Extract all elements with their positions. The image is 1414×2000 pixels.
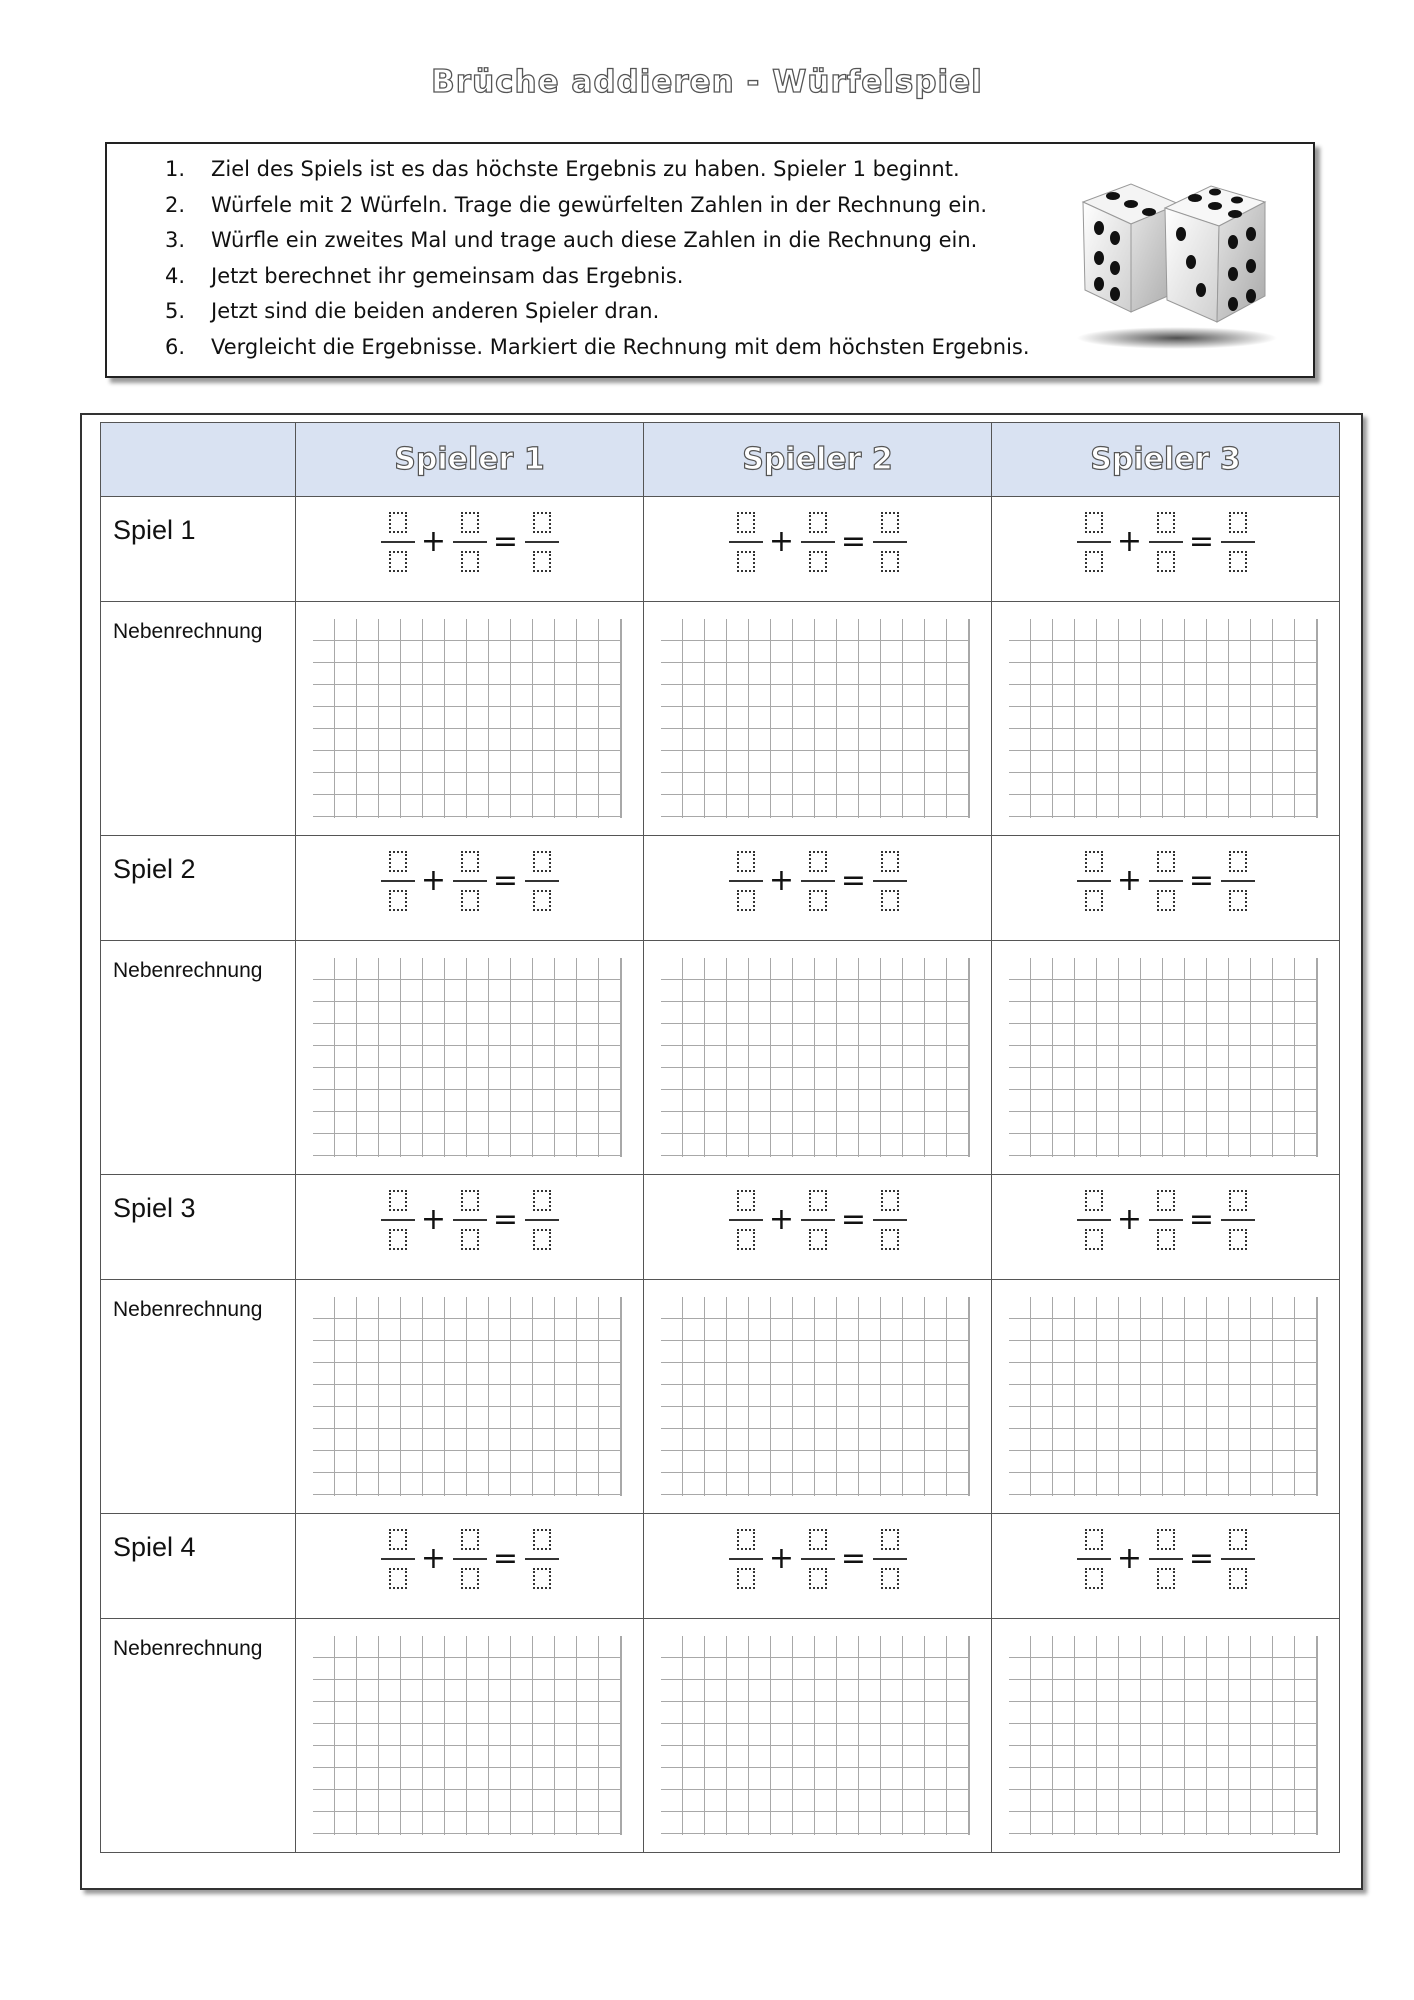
denominator-box[interactable] (1157, 890, 1175, 911)
side-calc-cell (992, 602, 1340, 836)
denominator-box[interactable] (389, 1229, 407, 1250)
fraction-bar (381, 1558, 415, 1560)
numerator-box[interactable] (881, 1529, 899, 1550)
denominator-box[interactable] (1085, 551, 1103, 572)
plus-sign: + (1116, 524, 1143, 559)
side-calc-cell (644, 1619, 992, 1853)
fraction (453, 1190, 487, 1250)
fraction-equation (644, 1190, 991, 1250)
fraction-equation (992, 512, 1339, 572)
fraction-equation (992, 1190, 1339, 1250)
fraction-bar (1221, 880, 1255, 882)
game-label-cell (101, 1175, 296, 1280)
fraction (1077, 851, 1111, 911)
fraction-bar (453, 1558, 487, 1560)
grid-paper[interactable] (1009, 958, 1318, 1157)
fraction-bar (873, 880, 907, 882)
denominator-box[interactable] (461, 890, 479, 911)
page-title: Brüche addieren - Würfelspiel (431, 64, 983, 100)
denominator-box[interactable] (737, 890, 755, 911)
fraction (873, 1190, 907, 1250)
fraction (729, 1529, 763, 1589)
fraction (1077, 1190, 1111, 1250)
fraction (1149, 1190, 1183, 1250)
numerator-box[interactable] (737, 851, 755, 872)
fraction (1077, 1529, 1111, 1589)
plus-sign: + (1116, 1541, 1143, 1576)
equals-sign: = (840, 863, 867, 898)
denominator-box[interactable] (461, 551, 479, 572)
fraction (525, 851, 559, 911)
instruction-item: 3. Würfle ein zweites Mal und trage auch diese Zahlen in die Rechnung ein. (165, 228, 978, 252)
fraction (1221, 512, 1255, 572)
equals-sign: = (492, 524, 519, 559)
denominator-box[interactable] (461, 1568, 479, 1589)
numerator-box[interactable] (1229, 851, 1247, 872)
fraction (1077, 512, 1111, 572)
fraction-bar (801, 541, 835, 543)
player-header: Spieler 3 (992, 423, 1340, 497)
fraction-equation (644, 512, 991, 572)
side-calc-row (101, 602, 1340, 836)
fraction (381, 1190, 415, 1250)
grid-paper[interactable] (1009, 619, 1318, 818)
plus-sign: + (768, 1202, 795, 1237)
equals-sign: = (840, 1541, 867, 1576)
fraction (873, 1529, 907, 1589)
header-row (101, 423, 1340, 497)
game-label-cell (101, 497, 296, 602)
plus-sign: + (768, 524, 795, 559)
fraction (1149, 512, 1183, 572)
fraction-bar (729, 880, 763, 882)
denominator-box[interactable] (1157, 551, 1175, 572)
numerator-box[interactable] (1229, 1529, 1247, 1550)
equation-cell (296, 1175, 644, 1280)
game-row (101, 836, 1340, 941)
header-corner (101, 423, 296, 497)
fraction-equation (296, 1529, 643, 1589)
fraction-bar (525, 541, 559, 543)
denominator-box[interactable] (1229, 1229, 1247, 1250)
side-calc-cell (644, 1280, 992, 1514)
fraction (729, 851, 763, 911)
fraction-bar (525, 1219, 559, 1221)
side-calc-row (101, 941, 1340, 1175)
numerator-box[interactable] (1085, 1190, 1103, 1211)
fraction (801, 1190, 835, 1250)
plus-sign: + (420, 1541, 447, 1576)
denominator-box[interactable] (881, 551, 899, 572)
fraction-bar (1149, 1219, 1183, 1221)
fraction (1149, 851, 1183, 911)
fraction (453, 1529, 487, 1589)
fraction-bar (1221, 541, 1255, 543)
numerator-box[interactable] (389, 851, 407, 872)
denominator-box[interactable] (1229, 890, 1247, 911)
fraction-bar (729, 1219, 763, 1221)
denominator-box[interactable] (533, 1229, 551, 1250)
fraction-equation (992, 851, 1339, 911)
instruction-item: 6. Vergleicht die Ergebnisse. Markiert die Rechnung mit dem höchsten Ergebnis. (165, 334, 1030, 359)
equals-sign: = (1188, 1541, 1215, 1576)
fraction-bar (1149, 541, 1183, 543)
fraction-equation (296, 851, 643, 911)
equation-cell (992, 497, 1340, 602)
numerator-box[interactable] (881, 851, 899, 872)
numerator-box[interactable] (1229, 512, 1247, 533)
game-label: Spiel 2 (113, 854, 196, 884)
fraction-bar (453, 541, 487, 543)
numerator-box[interactable] (461, 512, 479, 533)
grid-paper[interactable] (313, 619, 622, 818)
fraction (1221, 851, 1255, 911)
side-calc-cell (296, 602, 644, 836)
fraction (381, 1529, 415, 1589)
fraction-bar (1149, 1558, 1183, 1560)
denominator-box[interactable] (1157, 1568, 1175, 1589)
grid-paper[interactable] (661, 619, 970, 818)
denominator-box[interactable] (389, 890, 407, 911)
denominator-box[interactable] (809, 1568, 827, 1589)
fraction (1149, 1529, 1183, 1589)
fraction (525, 1529, 559, 1589)
instruction-item: 5. Jetzt sind die beiden anderen Spieler dran. (165, 299, 660, 323)
fraction (801, 512, 835, 572)
instruction-item: 1. Ziel des Spiels ist es das höchste Ergebnis zu haben. Spieler 1 beginnt. (165, 157, 960, 181)
fraction-bar (801, 1558, 835, 1560)
fraction-equation (644, 851, 991, 911)
fraction (525, 1190, 559, 1250)
equation-cell (296, 497, 644, 602)
fraction-bar (1221, 1558, 1255, 1560)
plus-sign: + (420, 524, 447, 559)
side-calc-label: Nebenrechnung (113, 1637, 263, 1660)
numerator-box[interactable] (809, 1190, 827, 1211)
numerator-box[interactable] (533, 1190, 551, 1211)
game-label: Spiel 3 (113, 1193, 196, 1223)
fraction-bar (453, 1219, 487, 1221)
numerator-box[interactable] (533, 1529, 551, 1550)
fraction-bar (1077, 1219, 1111, 1221)
grid-paper[interactable] (1009, 1297, 1318, 1496)
plus-sign: + (420, 863, 447, 898)
denominator-box[interactable] (389, 1568, 407, 1589)
game-label-cell (101, 1514, 296, 1619)
fraction-bar (453, 880, 487, 882)
denominator-box[interactable] (737, 1568, 755, 1589)
side-calc-cell (992, 1280, 1340, 1514)
fraction-bar (381, 1219, 415, 1221)
instructions-list (165, 152, 1030, 365)
instructions-box (105, 142, 1315, 378)
fraction (453, 512, 487, 572)
fraction-bar (801, 880, 835, 882)
numerator-box[interactable] (1157, 512, 1175, 533)
denominator-box[interactable] (1229, 1568, 1247, 1589)
fraction (801, 851, 835, 911)
side-calc-label: Nebenrechnung (113, 620, 263, 643)
equation-cell (296, 836, 644, 941)
numerator-box[interactable] (1157, 1529, 1175, 1550)
numerator-box[interactable] (1157, 851, 1175, 872)
numerator-box[interactable] (533, 512, 551, 533)
numerator-box[interactable] (1229, 1190, 1247, 1211)
fraction-bar (873, 541, 907, 543)
side-calc-cell (296, 1280, 644, 1514)
side-calc-label: Nebenrechnung (113, 959, 263, 982)
equals-sign: = (492, 1202, 519, 1237)
game-row (101, 1514, 1340, 1619)
fraction-equation (296, 1190, 643, 1250)
side-calc-cell (296, 1619, 644, 1853)
game-sheet-table (100, 422, 1340, 1853)
fraction (873, 512, 907, 572)
denominator-box[interactable] (1157, 1229, 1175, 1250)
plus-sign: + (1116, 863, 1143, 898)
denominator-box[interactable] (533, 1568, 551, 1589)
fraction (381, 851, 415, 911)
fraction-bar (525, 880, 559, 882)
equals-sign: = (492, 1541, 519, 1576)
numerator-box[interactable] (461, 851, 479, 872)
fraction-bar (873, 1558, 907, 1560)
player-header: Spieler 1 (296, 423, 644, 497)
equals-sign: = (840, 1202, 867, 1237)
denominator-box[interactable] (1085, 1568, 1103, 1589)
numerator-box[interactable] (1085, 1529, 1103, 1550)
denominator-box[interactable] (1085, 890, 1103, 911)
game-sheet-frame (80, 413, 1363, 1890)
grid-paper[interactable] (1009, 1636, 1318, 1835)
denominator-box[interactable] (1085, 1229, 1103, 1250)
denominator-box[interactable] (533, 551, 551, 572)
fraction (453, 851, 487, 911)
equation-cell (992, 1514, 1340, 1619)
numerator-box[interactable] (881, 1190, 899, 1211)
denominator-box[interactable] (1229, 551, 1247, 572)
fraction-bar (381, 880, 415, 882)
fraction-equation (296, 512, 643, 572)
equals-sign: = (492, 863, 519, 898)
plus-sign: + (1116, 1202, 1143, 1237)
fraction-bar (1077, 1558, 1111, 1560)
side-calc-label-cell (101, 1280, 296, 1514)
game-label: Spiel 4 (113, 1532, 196, 1562)
fraction (801, 1529, 835, 1589)
equals-sign: = (1188, 524, 1215, 559)
numerator-box[interactable] (389, 512, 407, 533)
fraction-equation (644, 1529, 991, 1589)
numerator-box[interactable] (737, 512, 755, 533)
side-calc-row (101, 1280, 1340, 1514)
denominator-box[interactable] (389, 551, 407, 572)
instruction-item: 4. Jetzt berechnet ihr gemeinsam das Ergebnis. (165, 263, 684, 288)
equation-cell (644, 497, 992, 602)
numerator-box[interactable] (1085, 512, 1103, 533)
side-calc-label-cell (101, 941, 296, 1175)
fraction (1221, 1190, 1255, 1250)
numerator-box[interactable] (461, 1529, 479, 1550)
numerator-box[interactable] (461, 1190, 479, 1211)
fraction-bar (873, 1219, 907, 1221)
fraction-bar (1149, 880, 1183, 882)
player-header: Spieler 2 (644, 423, 992, 497)
fraction (729, 512, 763, 572)
numerator-box[interactable] (809, 851, 827, 872)
grid-paper[interactable] (313, 1636, 622, 1835)
plus-sign: + (768, 863, 795, 898)
fraction-bar (1077, 541, 1111, 543)
grid-paper[interactable] (313, 1297, 622, 1496)
game-row (101, 1175, 1340, 1280)
equation-cell (644, 1175, 992, 1280)
denominator-box[interactable] (461, 1229, 479, 1250)
grid-paper[interactable] (661, 1636, 970, 1835)
numerator-box[interactable] (737, 1529, 755, 1550)
equals-sign: = (1188, 1202, 1215, 1237)
denominator-box[interactable] (737, 551, 755, 572)
side-calc-cell (644, 941, 992, 1175)
grid-paper[interactable] (661, 958, 970, 1157)
numerator-box[interactable] (737, 1190, 755, 1211)
denominator-box[interactable] (881, 890, 899, 911)
grid-paper[interactable] (661, 1297, 970, 1496)
numerator-box[interactable] (809, 1529, 827, 1550)
instruction-item: 2. Würfele mit 2 Würfeln. Trage die gewürfelten Zahlen in der Rechnung ein. (165, 192, 988, 217)
numerator-box[interactable] (809, 512, 827, 533)
denominator-box[interactable] (881, 1568, 899, 1589)
fraction-bar (525, 1558, 559, 1560)
equation-cell (992, 836, 1340, 941)
side-calc-label: Nebenrechnung (113, 1298, 263, 1321)
denominator-box[interactable] (737, 1229, 755, 1250)
side-calc-label-cell (101, 1619, 296, 1853)
fraction-bar (729, 1558, 763, 1560)
plus-sign: + (768, 1541, 795, 1576)
fraction-bar (729, 541, 763, 543)
side-calc-cell (992, 1619, 1340, 1853)
denominator-box[interactable] (809, 890, 827, 911)
numerator-box[interactable] (881, 512, 899, 533)
grid-paper[interactable] (313, 958, 622, 1157)
numerator-box[interactable] (1085, 851, 1103, 872)
fraction-bar (1221, 1219, 1255, 1221)
numerator-box[interactable] (389, 1190, 407, 1211)
numerator-box[interactable] (1157, 1190, 1175, 1211)
side-calc-row (101, 1619, 1340, 1853)
side-calc-cell (992, 941, 1340, 1175)
denominator-box[interactable] (533, 890, 551, 911)
fraction (525, 512, 559, 572)
plus-sign: + (420, 1202, 447, 1237)
numerator-box[interactable] (389, 1529, 407, 1550)
equation-cell (644, 1514, 992, 1619)
fraction (873, 851, 907, 911)
fraction (381, 512, 415, 572)
fraction-bar (1077, 880, 1111, 882)
side-calc-label-cell (101, 602, 296, 836)
equals-sign: = (840, 524, 867, 559)
denominator-box[interactable] (881, 1229, 899, 1250)
denominator-box[interactable] (809, 1229, 827, 1250)
fraction-bar (801, 1219, 835, 1221)
game-row (101, 497, 1340, 602)
side-calc-cell (644, 602, 992, 836)
equation-cell (296, 1514, 644, 1619)
game-label-cell (101, 836, 296, 941)
fraction-bar (381, 541, 415, 543)
equation-cell (992, 1175, 1340, 1280)
fraction-equation (992, 1529, 1339, 1589)
dice-icon (1069, 172, 1285, 352)
fraction (729, 1190, 763, 1250)
numerator-box[interactable] (533, 851, 551, 872)
side-calc-cell (296, 941, 644, 1175)
denominator-box[interactable] (809, 551, 827, 572)
equals-sign: = (1188, 863, 1215, 898)
fraction (1221, 1529, 1255, 1589)
equation-cell (644, 836, 992, 941)
game-label: Spiel 1 (113, 515, 196, 545)
